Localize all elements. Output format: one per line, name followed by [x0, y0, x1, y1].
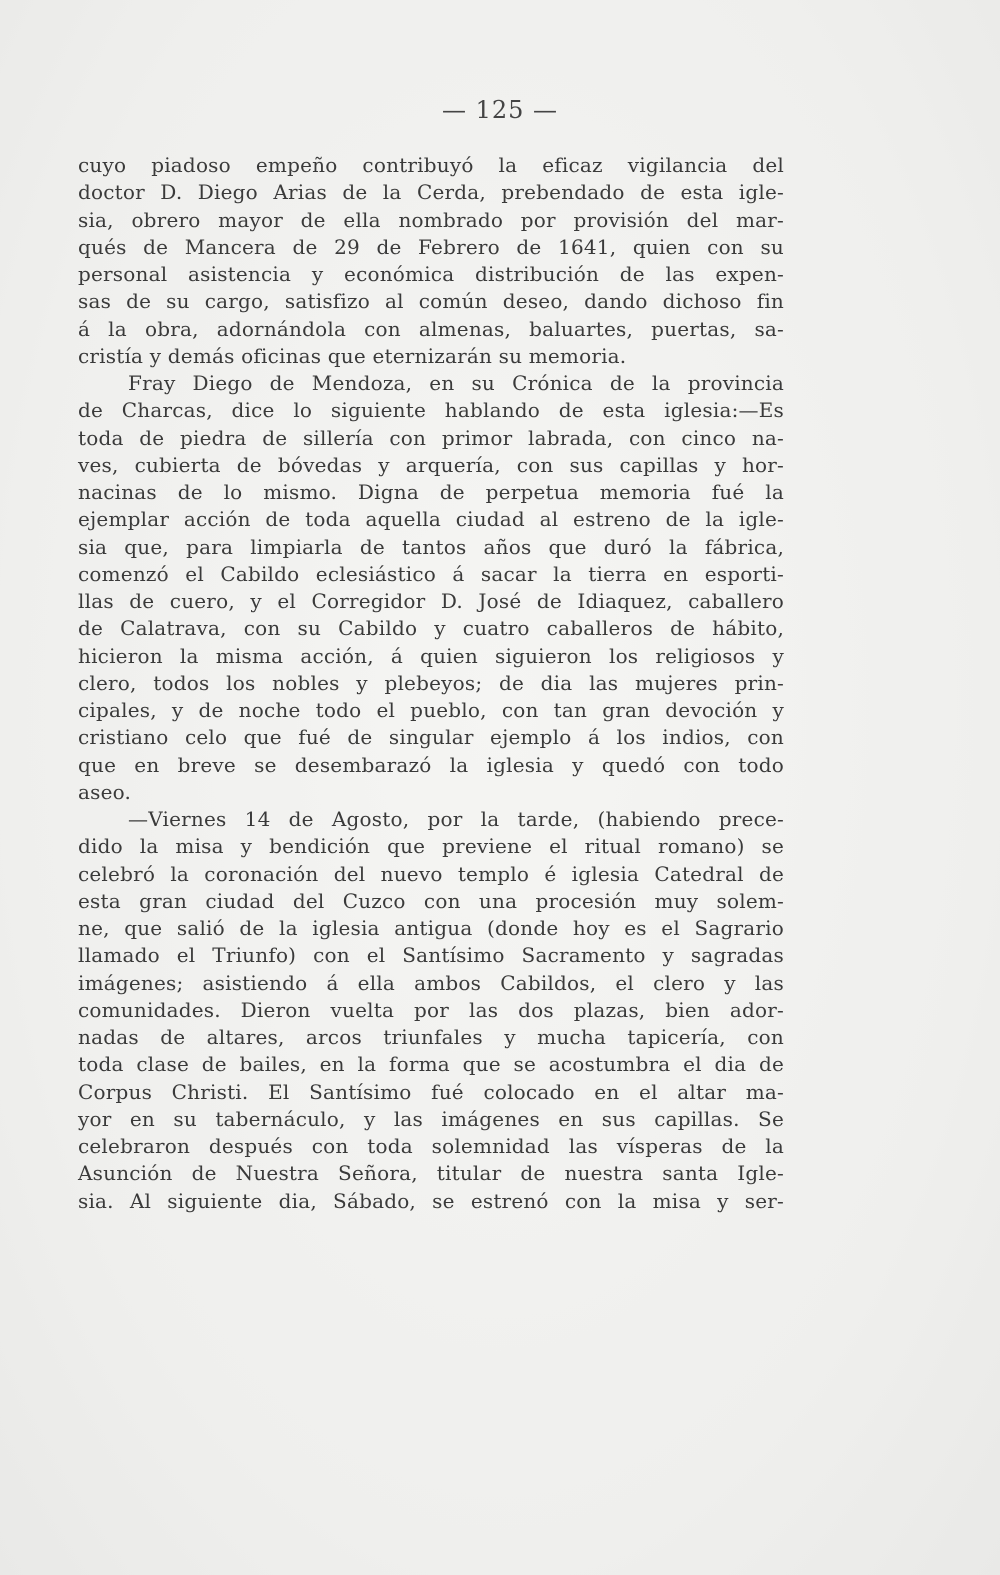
text-line: Corpus Christi. El Santísimo fué colocado en el altar ma-	[78, 1079, 784, 1104]
text-line: sia que, para limpiarla de tantos años que duró la fábrica,	[78, 534, 784, 559]
text-line: llamado el Triunfo) con el Santísimo Sacramento y sagradas	[78, 943, 784, 968]
text-line: á la obra, adornándola con almenas, baluartes, puertas, sa-	[78, 316, 784, 341]
text-line: de Calatrava, con su Cabildo y cuatro caballeros de hábito,	[78, 616, 784, 641]
text-line: que en breve se desembarazó la iglesia y quedó con todo	[78, 752, 784, 777]
text-line: cristía y demás oficinas que eternizarán su memoria.	[78, 343, 627, 368]
text-line: Asunción de Nuestra Señora, titular de nuestra santa Igle-	[78, 1161, 784, 1186]
text-line: nadas de altares, arcos triunfales y mucha tapicería, con	[78, 1025, 784, 1049]
body-text	[78, 152, 784, 1215]
text-line: toda clase de bailes, en la forma que se acostumbra el dia de	[78, 1052, 784, 1077]
page-number: — 125 —	[441, 96, 559, 124]
text-line: cristiano celo que fué de singular ejemplo á los indios, con	[78, 725, 784, 750]
text-line: sia. Al siguiente dia, Sábado, se estrenó con la misa y ser-	[78, 1188, 784, 1213]
text-line: clero, todos los nobles y plebeyos; de dia las mujeres prin-	[78, 670, 784, 695]
text-line: hicieron la misma acción, á quien siguieron los religiosos y	[78, 643, 784, 668]
text-line: nacinas de lo mismo. Digna de perpetua memoria fué la	[78, 480, 784, 504]
text-line: ejemplar acción de toda aquella ciudad al estreno de la igle-	[78, 507, 784, 532]
text-line: sia, obrero mayor de ella nombrado por provisión del mar-	[78, 207, 784, 232]
text-line: cuyo piadoso empeño contribuyó la eficaz vigilancia del	[78, 153, 784, 177]
text-line: aseo.	[78, 779, 132, 804]
text-line: comenzó el Cabildo eclesiástico á sacar la tierra en esporti-	[78, 561, 784, 586]
text-line: llas de cuero, y el Corregidor D. José de Idiaquez, caballero	[78, 589, 784, 613]
text-line: cipales, y de noche todo el pueblo, con tan gran devoción y	[78, 698, 784, 722]
text-line: celebraron después con toda solemnidad las vísperas de la	[78, 1134, 784, 1158]
text-line: dido la misa y bendición que previene el ritual romano) se	[78, 834, 784, 859]
text-line: personal asistencia y económica distribución de las expen-	[78, 262, 784, 286]
text-line: —Viernes 14 de Agosto, por la tarde, (habiendo prece-	[128, 807, 784, 831]
text-line: celebró la coronación del nuevo templo é iglesia Catedral de	[78, 861, 784, 886]
text-line: doctor D. Diego Arias de la Cerda, prebendado de esta igle-	[78, 180, 784, 205]
text-line: imágenes; asistiendo á ella ambos Cabildos, el clero y las	[78, 970, 784, 995]
text-line: toda de piedra de sillería con primor labrada, con cinco na-	[78, 425, 784, 450]
text-line: de Charcas, dice lo siguiente hablando de esta iglesia:—Es	[78, 398, 784, 423]
text-line: qués de Mancera de 29 de Febrero de 1641, quien con su	[78, 234, 784, 259]
text-line: sas de su cargo, satisfizo al común deseo, dando dichoso fin	[78, 289, 784, 314]
text-line: ne, que salió de la iglesia antigua (donde hoy es el Sagrario	[78, 916, 784, 940]
text-line: ves, cubierta de bóvedas y arquería, con sus capillas y hor-	[78, 452, 784, 477]
text-line: esta gran ciudad del Cuzco con una procesión muy solem-	[78, 888, 784, 913]
text-line: yor en su tabernáculo, y las imágenes en sus capillas. Se	[78, 1106, 784, 1131]
text-line: comunidades. Dieron vuelta por las dos plazas, bien ador-	[78, 997, 784, 1022]
text-line: Fray Diego de Mendoza, en su Crónica de la provincia	[128, 371, 784, 395]
